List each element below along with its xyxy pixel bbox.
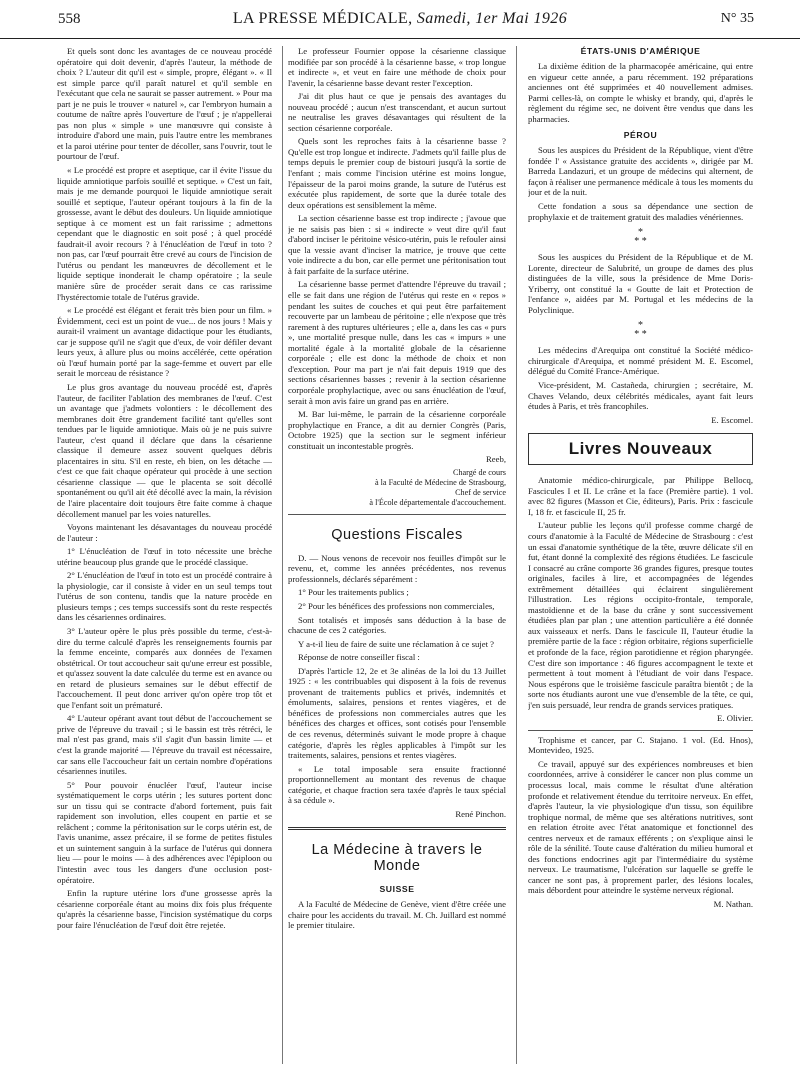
paragraph: Ce travail, appuyé sur des expériences nombreuses et bien coordonnées, arrive à considérer le cancer non plus comme un processus local, mais comme le résultat d'une altération profonde et relativement étendue du territoire nerveux. En effet, d'après l'auteur, la vie physiologique d'un tissu, son équilibre trophique normal, de même que ses altérations nutritives, sont en relation étroite avec l'état anatomique et fonctionnel des centres nerveux et de ramaux efférents ; on s'explique ainsi le rôle de la sénilité. Toute cause d'altération du milieu humoral et des fonctions endocrines agit par l'intermédiaire du système nerveux. Le traumatisme, l'ulcération sur laquelle se greffe le cancer ne sont pas, à proprement parler, des lésions locales, mais débordent pour atteindre le système nerveux régional. (528, 758, 753, 896)
asterism-icon: * * * (634, 320, 647, 341)
paragraph: A la Faculté de Médecine de Genève, vient d'être créée une chaire pour les accidents du travail. M. Ch. Juillard est nommé le premier titulaire. (288, 899, 506, 931)
asterism-icon: * * * (634, 227, 647, 248)
page-header (0, 0, 800, 39)
article-signature: E. Olivier. (717, 713, 753, 724)
paragraph: 1° Pour les traitements publics ; (298, 587, 409, 598)
paragraph: 2° Pour les bénéfices des professions non commerciales, (298, 600, 495, 611)
book-reference: Anatomie médico-chirurgicale, par Philippe Bellocq, Fascicules I et II. Le crâne et la face (Première partie). 1 vol. avec 82 figures (Masson et Cie, éditeurs), Paris. Prix : fascicule I, 18 fr. et fascicule II, 25 fr. (528, 475, 753, 517)
paragraph: « Le procédé est propre et aseptique, car il évite l'issue du liquide amniotique parfois souillé et septique. » C'est un fait, mais je me demande pourquoi le liquide amniotique serait souillé et septique, l'auteur opérant toujours à la fin de la grossesse, avant le début des douleurs. Un liquide amniotique septique à ce moment est un fait rarissime ; admettons cependant que le diagnostic en soit posé ; à quel procédé faudrait-il avoir recours ? à l'énucléation de l'œuf in toto ? non pas, car l'œuf pourrait être crevé au cours de l'incision de l'utérus ou pendant les manœuvres de décollement et le liquide septique inonderait le champ opératoire ; la seule manière sûre de procéder serait dans ce cas rarissime l'hystérectomie totale de l'utérus gravide. (57, 165, 272, 302)
column-1 (57, 46, 283, 1064)
book-reference: Trophisme et cancer, par C. Stajano. 1 vol. (Ed. Hnos), Montevideo, 1925. (528, 734, 753, 756)
paragraph: La césarienne basse permet d'attendre l'épreuve du travail ; elle se fait dans une région de l'utérus qui reste en « repos » pendant les suites de couches et qui peut être parfaitement recouverte par un lambeau de péritoine ; elle n'expose que très rarement à des ruptures ultérieures ; elle a, dans les cas « purs », une mortalité presque nulle, dans les cas « impurs » une mortalité égale à la mortalité globale de la césarienne corporéale ; elle est donc la méthode de choix et non d'exception. Pour ma part je n'ai fait depuis 1919 que des sections césariennes basses ; revenir à la section césarienne corporéale prophylactique, avec ou sans énucléation de l'œuf, serait à mon avis faire un grand pas en arrière. (288, 279, 506, 406)
signature-line: Chef de service (455, 487, 506, 497)
paragraph: La section césarienne basse est trop indirecte ; j'avoue que je ne saisis pas bien : si « indirecte » veut dire qu'il faut d'abord inciser le péritoine vésico-utérin, puis le refouler ainsi que la vessie avant d'inciser la matrice, je trouve que cette voie indirecte a du bon, car elle permet une péritonisation tout à fait parfaite de la surface utérine. (288, 213, 506, 276)
paragraph: Sous les auspices du Président de la République et de M. Lorente, directeur de Salubrité, un groupe de dames des plus distinguées de la ville, sous la présidence de Mme Doris-Yriberry, ont constitué la « Goutte de lait et Protection de l'enfance », aidées par M. Portugal et les médecins de la Polyclinique. (528, 252, 753, 315)
article-signature: René Pinchon. (455, 808, 506, 819)
paragraph: 2° L'énucléation de l'œuf in toto est un procédé contraire à la physiologie, car il consiste à vider en un seul temps tout l'utérus de son contenu, tandis que la nature procède en plusieurs temps ; ces temps successifs sont du reste respectés dans les césariennes ordinaires. (57, 570, 272, 623)
article-signature: Reeb, (485, 454, 506, 465)
paragraph: 5° Pour pouvoir énucléer l'œuf, l'auteur incise systématiquement le corps utérin ; les sutures portent donc sur un tissu qui se contracte d'abord fortement, puis fait rapidement son involution, elles coupent en partie et se relâchent ; comme la péritonisation sur le corps utérin est, de l'avis unanime, assez précaire, il se forme de petites fistules et un suintement sanguin à la surface de l'utérus qui donnera lieu — pour le moins — à des adhérences avec l'épiploon ou l'intestin avec tous les dangers d'une occlusion post-opératoire. (57, 779, 272, 885)
paragraph: 3° L'auteur opère le plus près possible du terme, c'est-à-dire du terme calculé d'après les renseignements fournis par la femme enceinte, comparés aux données de l'examen obstétrical. Or tout accoucheur sait qu'une erreur est possible, et qu'assez souvent la date calculée du terme est en avance ou en retard de plusieurs semaines sur le début effectif de l'accouchement. Il peut donc arriver qu'on opère trop tôt et que l'enfant soit un prématuré. (57, 625, 272, 710)
paragraph: D'après l'article 12, 2e et 3e alinéas de la loi du 13 Juillet 1925 : « les contribuables qui disposent à la fois de revenus provenant de traitements publics et privés, indemnités et émoluments, salaires, pensions et rentes viagères, et de bénéfices de professions non commerciales autres que les bénéfices des charges et offices, sont cotisés pour l'ensemble de ces revenus, déterminés suivant le mode propre à chaque catégorie, d'après les règles applicables à l'impôt sur les traitements, salaires, pensions et rentes viagères. (288, 665, 506, 761)
paragraph: M. Bar lui-même, le parrain de la césarienne corporéale prophylactique en France, a dit au dernier Congrès (Paris, Octobre 1925) que la section sur le segment inférieur constituait un incontestable progrès. (288, 409, 506, 451)
paragraph: Vice-président, M. Castañeda, chirurgien ; secrétaire, M. Chaves Velando, deux célébrités médicales, ayant fait leurs études à Paris, et très francophiles. (528, 380, 753, 412)
paragraph: D. — Nous venons de recevoir nos feuilles d'impôt sur le revenu, et, comme les années précédentes, nos revenus professionnels, déclarés séparément : (288, 552, 506, 584)
paragraph: Les médecins d'Arequipa ont constitué la Société médico-chirurgicale d'Arequipa, et nommé président M. E. Escomel, délégué du Comité France-Amérique. (528, 345, 753, 377)
paragraph: Le plus gros avantage du nouveau procédé est, d'après l'auteur, de faciliter l'ablation des membranes de l'œuf. C'est un avantage que j'admets volontiers : le décollement des membranes doit être grandement facilité tant qu'elles sont tendues par le liquide amniotique. Mais où je ne puis suivre l'auteur, c'est quand il déclare que dans la césarienne classique il demeure assez souvent quelques débris placentaires in situ. S'il en reste, eh bien, on les détache — c'est ce que fait chaque opérateur qui procède à une section césarienne classique — que le placenta se soit décollé spontanément ou qu'il ait été décollé avec la main, la révision de l'aire placentaire doit toujours être faite comme à chaque décollement manuel par les voies naturelles. (57, 381, 272, 519)
paragraph: Voyons maintenant les désavantages du nouveau procédé de l'auteur : (57, 522, 272, 543)
paragraph: Et quels sont donc les avantages de ce nouveau procédé opératoire qui doit devenir, d'après l'auteur, la méthode de choix ? L'auteur dit qu'il est « simple, propre, élégant ». « Il est simple parce qu'il paraît naturel et qu'il semble en l'exécutant que cela ne saurait se passer autrement. » Pour ma part je ne puis le trouver « naturel », car l'embryon humain a coutume de naître après l'ouverture de l'œuf ; je n'appellerai pas non plus « simple » une manœuvre qui consiste à introduire d'abord une main, puis l'autre entre les membranes et la paroi utérine pour tenter de décoller, sans l'ouvrir, tout le pourtour de l'œuf. (57, 46, 272, 162)
livres-nouveaux-title: Livres Nouveaux (528, 433, 753, 465)
country-heading: ÉTATS-UNIS D'AMÉRIQUE (580, 46, 701, 56)
journal-name: LA PRESSE MÉDICALE, (232, 10, 413, 27)
article-signature: M. Nathan. (713, 899, 753, 909)
paragraph: « Le procédé est élégant et ferait très bien pour un film. » Évidemment, ceci est un point de vue... de nos jours ! Mais y aurait-il vraiment un avantage didactique pour les étudiants, car je suppose qu'il ne s'agit que d'eux, de voir défiler devant leurs yeux, à allure plus ou moins accélérée, cette opération où l'œuf humain porté par la sage-femme et ouvert par elle serait le morceau de résistance ? (57, 305, 272, 379)
signature-line: à la Faculté de Médecine de Strasbourg, (374, 477, 506, 487)
country-heading: SUISSE (379, 884, 415, 895)
section-divider (288, 827, 506, 830)
paragraph: Quels sont les reproches faits à la césarienne basse ? Qu'elle est trop longue et indirecte. J'admets qu'il faille plus de temps depuis le premier coup de bistouri jusqu'à la sortie de l'enfant ; mais comme l'incision utérine est moins longue, l'épaisseur de la paroi moins grande, la suture de l'utérus est exécutée plus rapidement, de sorte que la durée totale des deux opérations est sensiblement la même. (288, 136, 506, 210)
paragraph: Sont totalisés et imposés sans déduction à la base de chacune de ces 2 catégories. (288, 614, 506, 636)
signature-line: Chargé de cours (452, 467, 506, 477)
paragraph: « Le total imposable sera ensuite fractionné proportionnellement au montant des revenus de chaque catégorie, et chaque fraction sera taxée d'après le taux spécial à sa cédule ». (288, 763, 506, 806)
paragraph: La dixième édition de la pharmacopée américaine, qui entre en vigueur cette année, a paru récemment. 192 préparations anciennes ont été supprimées et 40 nouvellement admises. Parmi celles-là, on compte le whisky et brandy, qui, d'après le règlement du régime sec, ne doivent être vendus que dans les pharmacies. (528, 61, 753, 124)
paragraph: J'ai dit plus haut ce que je pensais des avantages du nouveau procédé ; aucun n'est transcendant, et aucun surtout ne neutralise les graves désavantages qui résultent de la section césarienne corporéale. (288, 91, 506, 133)
paragraph: Sous les auspices du Président de la République, vient d'être fondée l' « Assistance gratuite des accidents », dirigée par M. Barreda Landazuri, et un groupe de médecins qui alternent, de façon à réaliser une permanence médicale à tous les moments du jour et de la nuit. (528, 145, 753, 198)
paragraph: L'auteur publie les leçons qu'il professe comme chargé de cours d'anatomie à la Faculté de Médecine de Strasbourg : c'est un essai d'anatomie synthétique de la tête, œuvre délicate s'il en fut, étant donné la complexité des régions étudiées. Le fascicule I consacré au crâne comporte 36 grandes figures, presque toutes originales, faciles à lire, et accompagnées de légendes extrêmement détaillées qui éclairent singulièrement l'illustration. Les régions occipito-frontale, temporale, mastoïdienne et de la base du crâne y sont successivement étudiées plan par plan ; une attention particulière a été donnée aux vaisseaux et nerfs. Dans le fascicule II, l'auteur étudie la première partie de la face : région orbitaire, régions superficielle et profonde de la face, région parotidienne et région pharyngée. C'est dire son importance : 46 figures accompagnent le texte et permettent à tout moment à l'étudiant de voir dans l'espace. Nous espérons que le troisième fascicule paraîtra bientôt ; de la sorte nos étudiants auront une vue d'ensemble de la tête, ce qui, j'en suis persuadé, leur rendra de grands services pratiques. (528, 520, 753, 710)
column-2 (288, 46, 517, 1064)
section-divider (528, 730, 753, 731)
paragraph: 4° L'auteur opérant avant tout début de l'accouchement se prive de l'épreuve du travail ; si le bassin est très rétréci, le mal n'est pas grand, mais s'il s'agit d'un bassin limite — et c'est la grande majorité — l'épreuve du travail est nécessaire, car sans elle l'accoucheur fait un certain nombre d'opérations césariennes inutiles. (57, 713, 272, 777)
medecine-monde-title: La Médecine à travers le Monde (311, 842, 483, 875)
issue-number: N° 35 (720, 11, 754, 26)
questions-fiscales-title: Questions Fiscales (331, 526, 463, 543)
country-heading: PÉROU (623, 130, 658, 141)
paragraph: 1° L'énucléation de l'œuf in toto nécessite une brèche utérine beaucoup plus grande que le procédé classique. (57, 546, 272, 567)
journal-title (0, 10, 800, 28)
issue-date: Samedi, 1er Mai 1926 (416, 10, 568, 27)
page-number: 558 (58, 11, 81, 27)
paragraph: Enfin la rupture utérine lors d'une grossesse après la césarienne corporéale étant au moins dix fois plus fréquente qu'après la césarienne basse, l'incision systématique du corps pour faire l'énucléation de l'œuf doit être rejetée. (57, 888, 272, 930)
article-signature: E. Escomel. (711, 414, 753, 425)
section-divider (288, 514, 506, 515)
paragraph: Réponse de notre conseiller fiscal : (298, 652, 420, 663)
signature-line: à l'École départementale d'accouchement. (369, 497, 506, 507)
paragraph: Cette fondation a sous sa dépendance une section de prophylaxie et de traitement gratuit des maladies vénériennes. (528, 201, 753, 222)
paragraph: Le professeur Fournier oppose la césarienne classique modifiée par son procédé à la césarienne basse, « trop longue et indirecte », et veut en faire une méthode de choix pour l'avenir, la césarienne basse devant rester l'exception. (288, 46, 506, 88)
column-3 (528, 46, 753, 1064)
paragraph: Y a-t-il lieu de faire de suite une réclamation à ce sujet ? (298, 638, 495, 649)
